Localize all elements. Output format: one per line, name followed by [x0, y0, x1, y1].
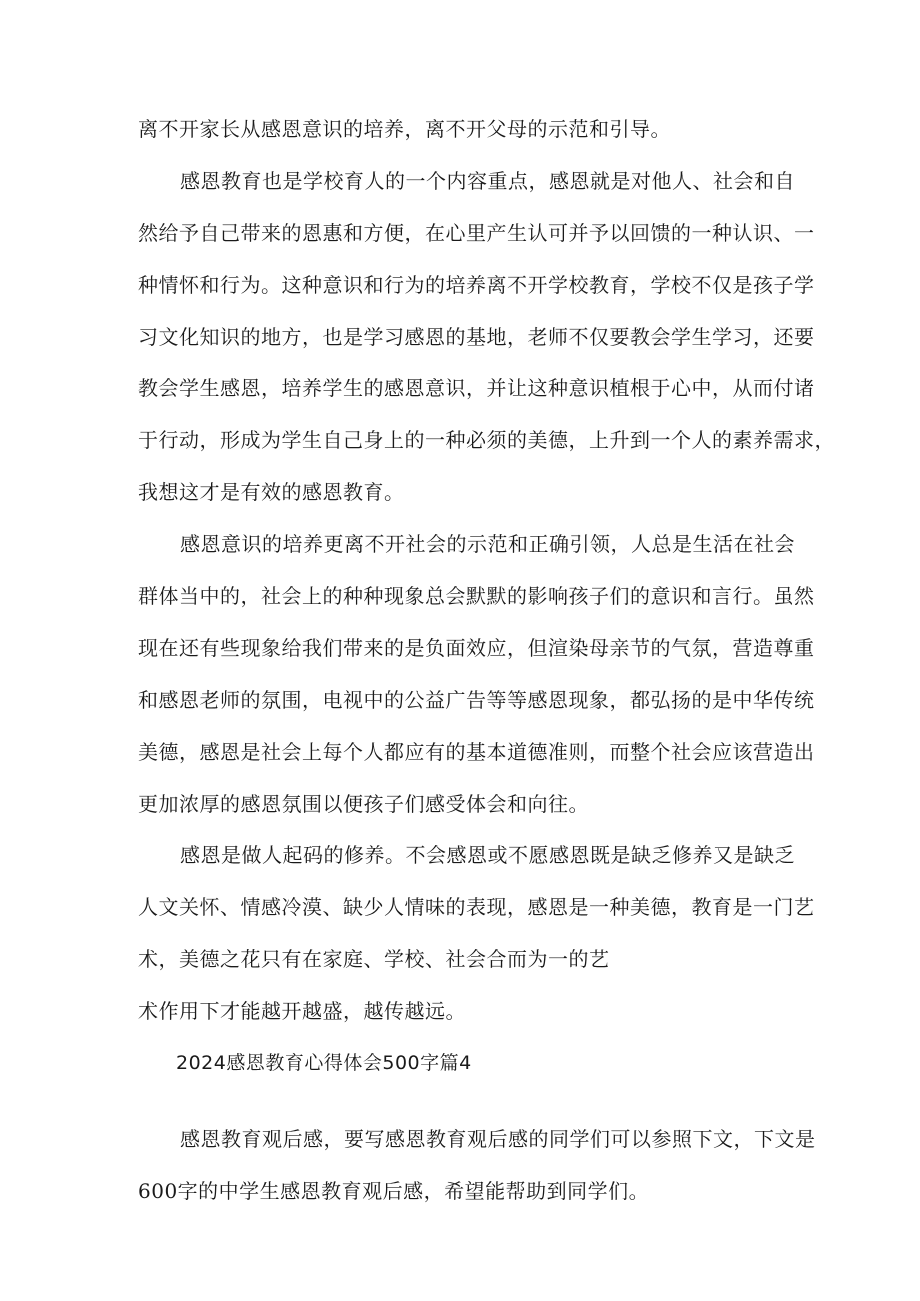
text-line: 群体当中的，社会上的种种现象总会默默的影响孩子们的意识和言行。虽然	[138, 584, 815, 608]
text-line: 术，美德之花只有在家庭、学校、社会合而为一的艺	[138, 947, 610, 971]
text-line: 更加浓厚的感恩氛围以便孩子们感受体会和向往。	[138, 792, 589, 816]
text-line: 人文关怀、情感冷漠、缺少人情味的表现，感恩是一种美德，教育是一门艺	[138, 895, 815, 919]
text-line: 现在还有些现象给我们带来的是负面效应，但渲染母亲节的气氛，营造尊重	[138, 636, 815, 660]
text-line: 教会学生感恩，培养学生的感恩意识，并让这种意识植根于心中，从而付诸	[138, 376, 815, 400]
text-line: 和感恩老师的氛围，电视中的公益广告等等感恩现象，都弘扬的是中华传统	[138, 688, 815, 712]
text-line: 种情怀和行为。这种意识和行为的培养离不开学校教育，学校不仅是孩子学	[138, 273, 815, 297]
section-heading: 2024感恩教育心得体会500字篇4	[176, 1052, 472, 1074]
text-line: 习文化知识的地方，也是学习感恩的基地，老师不仅要教会学生学习，还要	[138, 325, 815, 349]
text-line: 感恩意识的培养更离不开社会的示范和正确引领，人总是生活在社会	[180, 532, 795, 556]
text-line: 美德，感恩是社会上每个人都应有的基本道德准则，而整个社会应该营造出	[138, 740, 815, 764]
text-line: 术作用下才能越开越盛，越传越远。	[138, 999, 466, 1023]
text-line: 600字的中学生感恩教育观后感，希望能帮助到同学们。	[138, 1179, 650, 1203]
text-line: 我想这才是有效的感恩教育。	[138, 480, 405, 504]
text-line: 感恩是做人起码的修养。不会感恩或不愿感恩既是缺乏修养又是缺乏	[180, 843, 795, 867]
text-line: 离不开家长从感恩意识的培养，离不开父母的示范和引导。	[138, 117, 671, 141]
text-line: 然给予自己带来的恩惠和方便，在心里产生认可并予以回馈的一种认识、一	[138, 221, 815, 245]
text-line: 感恩教育观后感，要写感恩教育观后感的同学们可以参照下文，下文是	[180, 1127, 816, 1151]
text-line: 于行动，形成为学生自己身上的一种必须的美德，上升到一个人的素养需求，	[138, 428, 835, 452]
text-line: 感恩教育也是学校育人的一个内容重点，感恩就是对他人、社会和自	[180, 169, 795, 193]
